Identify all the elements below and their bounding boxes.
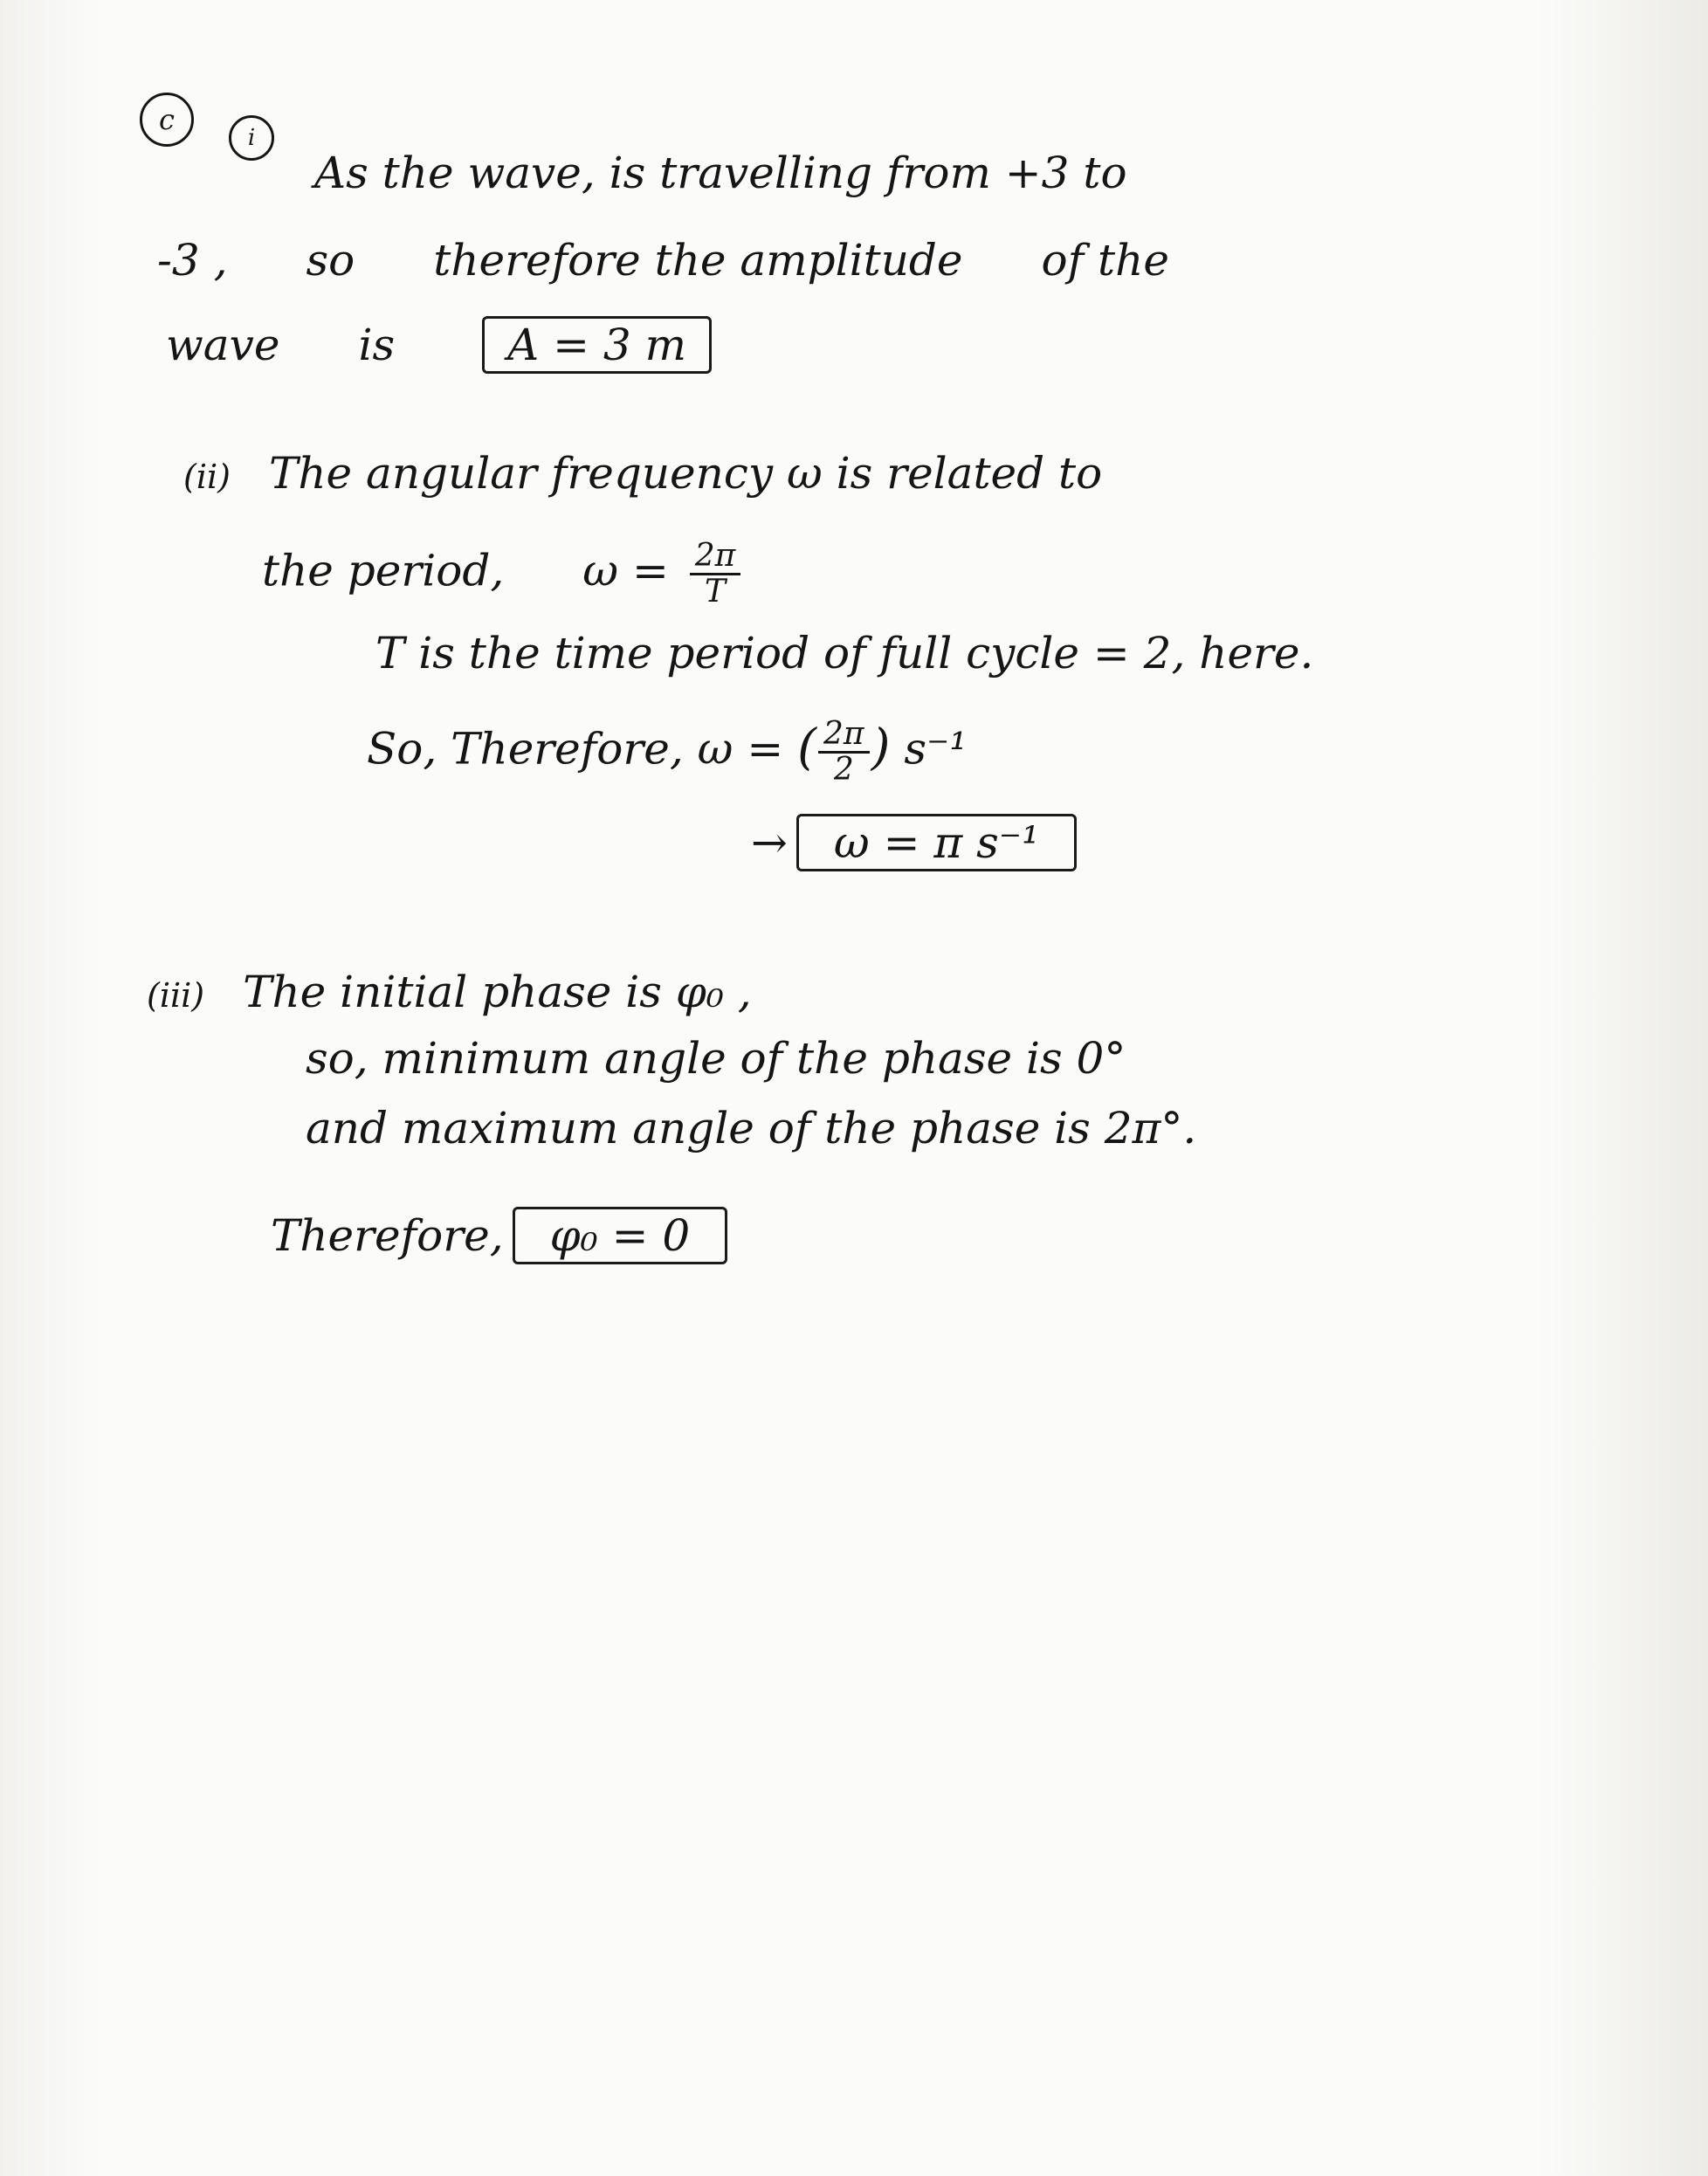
part-iii-line-3-text: and maximum angle of the phase is 2π°. bbox=[306, 1103, 1197, 1153]
part-i-line-2c: therefore the amplitude bbox=[433, 235, 963, 286]
part-ii-line-2a: the period, bbox=[262, 545, 505, 596]
omega-fraction-denominator: T bbox=[705, 574, 727, 609]
part-iii-line-2 bbox=[306, 1032, 1126, 1085]
omega-answer-box: ω = π s⁻¹ bbox=[796, 814, 1077, 871]
part-i-line-3a: wave bbox=[166, 320, 280, 370]
part-i-line-3 bbox=[166, 316, 712, 374]
part-ii-line-5 bbox=[751, 814, 1077, 871]
part-i-line-2b: so bbox=[306, 235, 355, 286]
part-iii-line-4-text: Therefore, bbox=[271, 1210, 504, 1261]
part-iii-line-2-text: so, minimum angle of the phase is 0° bbox=[306, 1033, 1126, 1084]
omega-fraction bbox=[690, 540, 741, 609]
part-i-line-2d: of the bbox=[1041, 235, 1169, 286]
part-ii-line-3-text: T is the time period of full cycle = 2, here. bbox=[375, 628, 1314, 678]
part-ii-line-1-text: The angular frequency ω is related to bbox=[268, 448, 1103, 499]
part-iii-line-1 bbox=[147, 966, 752, 1022]
implies-arrow: → bbox=[751, 817, 788, 868]
part-ii-line-2b: ω = bbox=[582, 545, 669, 596]
part-iii-line-1-text: The initial phase is φ₀ , bbox=[243, 967, 752, 1017]
part-ii-line-1 bbox=[183, 447, 1102, 503]
part-i-line-1 bbox=[314, 147, 1127, 199]
omega-value-numerator: 2π bbox=[818, 718, 870, 754]
phase-answer-box: φ₀ = 0 bbox=[513, 1207, 728, 1264]
amplitude-answer-box: A = 3 m bbox=[482, 316, 712, 374]
omega-value-denominator: 2 bbox=[833, 752, 854, 788]
part-label-c bbox=[140, 93, 194, 147]
part-ii-line-3 bbox=[375, 627, 1313, 679]
sub-label-iii: (iii) bbox=[147, 976, 205, 1015]
sub-label-i bbox=[229, 115, 274, 161]
part-ii-line-2 bbox=[262, 540, 747, 609]
sub-label-i-text: i bbox=[247, 125, 256, 151]
part-i-line-1-text: As the wave, is travelling from +3 to bbox=[314, 148, 1127, 198]
part-iii-line-3 bbox=[306, 1102, 1196, 1154]
part-i-line-2a: -3 , bbox=[157, 235, 228, 286]
part-label-c-text: c bbox=[159, 103, 175, 136]
omega-fraction-numerator: 2π bbox=[690, 540, 741, 575]
sub-label-ii: (ii) bbox=[183, 458, 231, 496]
part-ii-line-4b: s⁻¹ bbox=[904, 723, 968, 775]
part-i-line-2 bbox=[157, 234, 1169, 286]
part-iii-line-4 bbox=[271, 1207, 727, 1264]
part-i-line-3b: is bbox=[358, 320, 396, 370]
part-ii-line-4: So, Therefore, ω = ( $\frac{2\pi}{2}$ ) s⁻¹ bbox=[367, 716, 968, 788]
omega-value-fraction bbox=[818, 718, 870, 787]
part-ii-line-4a: So, Therefore, ω = bbox=[367, 723, 784, 775]
